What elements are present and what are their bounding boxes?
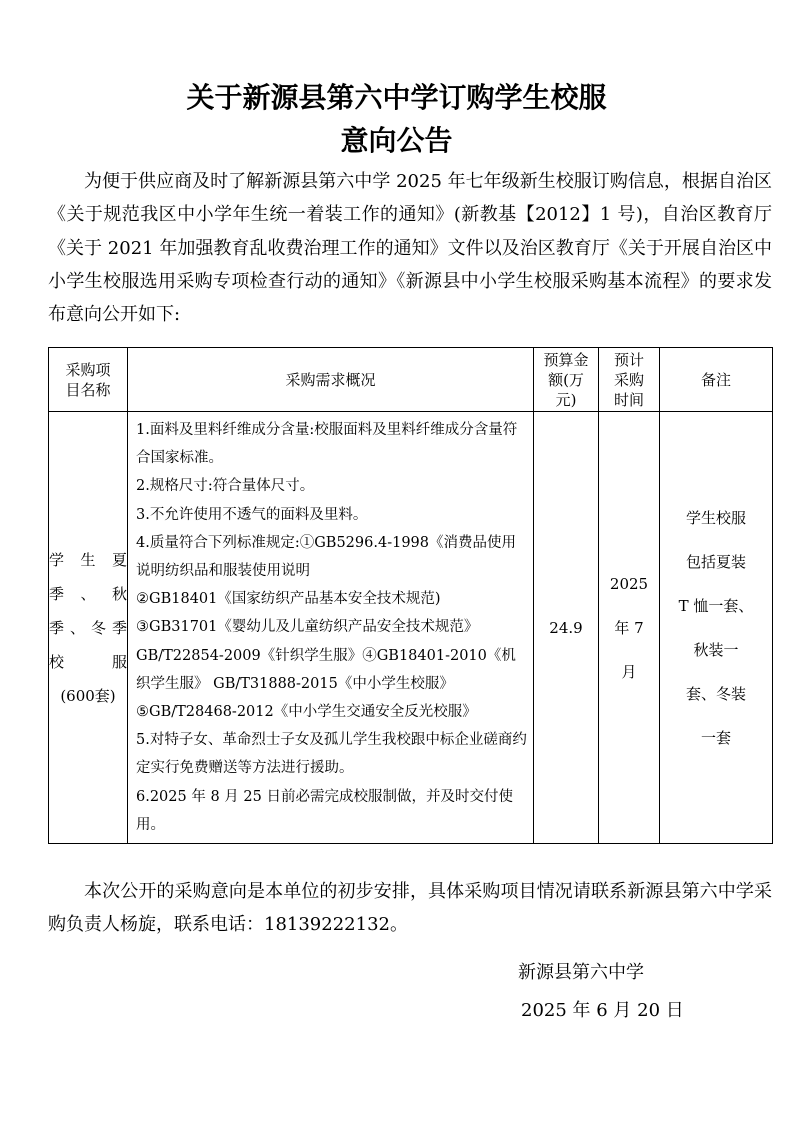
requirement-item: ⑤GB/T28468-2012《中小学生交通安全反光校服》 <box>136 704 477 721</box>
time-line: 月 <box>621 662 637 681</box>
remark-line: 套、冬装 <box>685 684 746 703</box>
remark-line: 秋装一 <box>693 640 739 659</box>
header-item-name: 采购项目名称 <box>49 348 128 412</box>
remark-line: T 恤一套、 <box>678 596 754 615</box>
signature-org: 新源县第六中学 <box>518 962 644 983</box>
requirement-item: 5.对特子女、革命烈士子女及孤儿学生我校跟中标企业磋商约定实行免费赠送等方法进行援助。 <box>136 732 527 777</box>
requirement-item: 1.面料及里料纤维成分含量:校服面料及里料纤维成分含量符合国家标准。 <box>136 422 518 467</box>
remark-line: 包括夏装 <box>685 552 746 571</box>
requirement-item: 6.2025 年 8 月 25 日前必需完成校服制做，并及时交付使用。 <box>136 788 513 833</box>
item-name-line: 季、秋 <box>49 584 127 603</box>
document-title: 关于新源县第六中学订购学生校服 <box>186 81 607 114</box>
time-line: 年 7 <box>614 618 644 637</box>
item-name-line: 学生夏 <box>49 550 127 569</box>
remark-line: 学生校服 <box>685 508 746 527</box>
closing-paragraph: 本次公开的采购意向是本单位的初步安排，具体采购项目情况请联系新源县第六中学采购负责人杨旋，联系电话：18139222132。 <box>48 881 772 936</box>
intro-paragraph: 为便于供应商及时了解新源县第六中学 2025 年七年级新生校服订购信息，根据自治区《关于规范我区中小学年生统一着装工作的通知》(新教基【2012】1 号)，自治区教育厅《关于 2021 年加强教育乱收费治理工作的通知》文件以及治区教育厅《关于开展自治区中小学生校服选用采购专项检查行动的通知》《新源县中小学生校服采购基本流程》的要求发布意向公开如下: <box>48 171 772 326</box>
remark-cell <box>660 412 773 844</box>
requirements-cell <box>128 412 534 844</box>
item-name-cell <box>49 412 128 844</box>
header-time: 预计采购时间 <box>599 348 660 412</box>
remark-line: 一套 <box>700 728 731 747</box>
document-subtitle: 意向公告 <box>340 124 453 157</box>
table-header-row <box>49 348 773 412</box>
header-requirements: 采购需求概况 <box>128 348 534 412</box>
requirement-item: ③GB31701《婴幼儿及儿童纺织产品安全技术规范》GB/T22854-2009《针织学生服》④GB18401-2010《机织学生服》 GB/T31888-2015《中小学生校服》 <box>136 619 516 692</box>
time-line: 2025 <box>609 574 649 593</box>
requirement-item: 4.质量符合下列标准规定:①GB5296.4-1998《消费品使用说明纺织品和服装使用说明 <box>136 534 516 580</box>
requirement-item: 3.不允许使用不透气的面料及里料。 <box>136 506 368 523</box>
requirement-item: 2.规格尺寸:符合量体尺寸。 <box>136 478 315 495</box>
item-name-line: 校服 <box>49 652 127 671</box>
time-cell <box>599 412 660 844</box>
signature-date: 2025 年 6 月 20 日 <box>521 1000 684 1021</box>
requirement-item: ②GB18401《国家纺织产品基本安全技术规范) <box>136 591 441 608</box>
header-remark: 备注 <box>660 348 773 412</box>
table-row <box>49 412 773 844</box>
item-name-line: (600套) <box>60 686 116 705</box>
budget-cell: 24.9 <box>534 412 599 844</box>
header-budget: 预算金额(万元) <box>534 348 599 412</box>
item-name-line: 季、冬季 <box>49 618 127 637</box>
procurement-table <box>48 347 773 844</box>
